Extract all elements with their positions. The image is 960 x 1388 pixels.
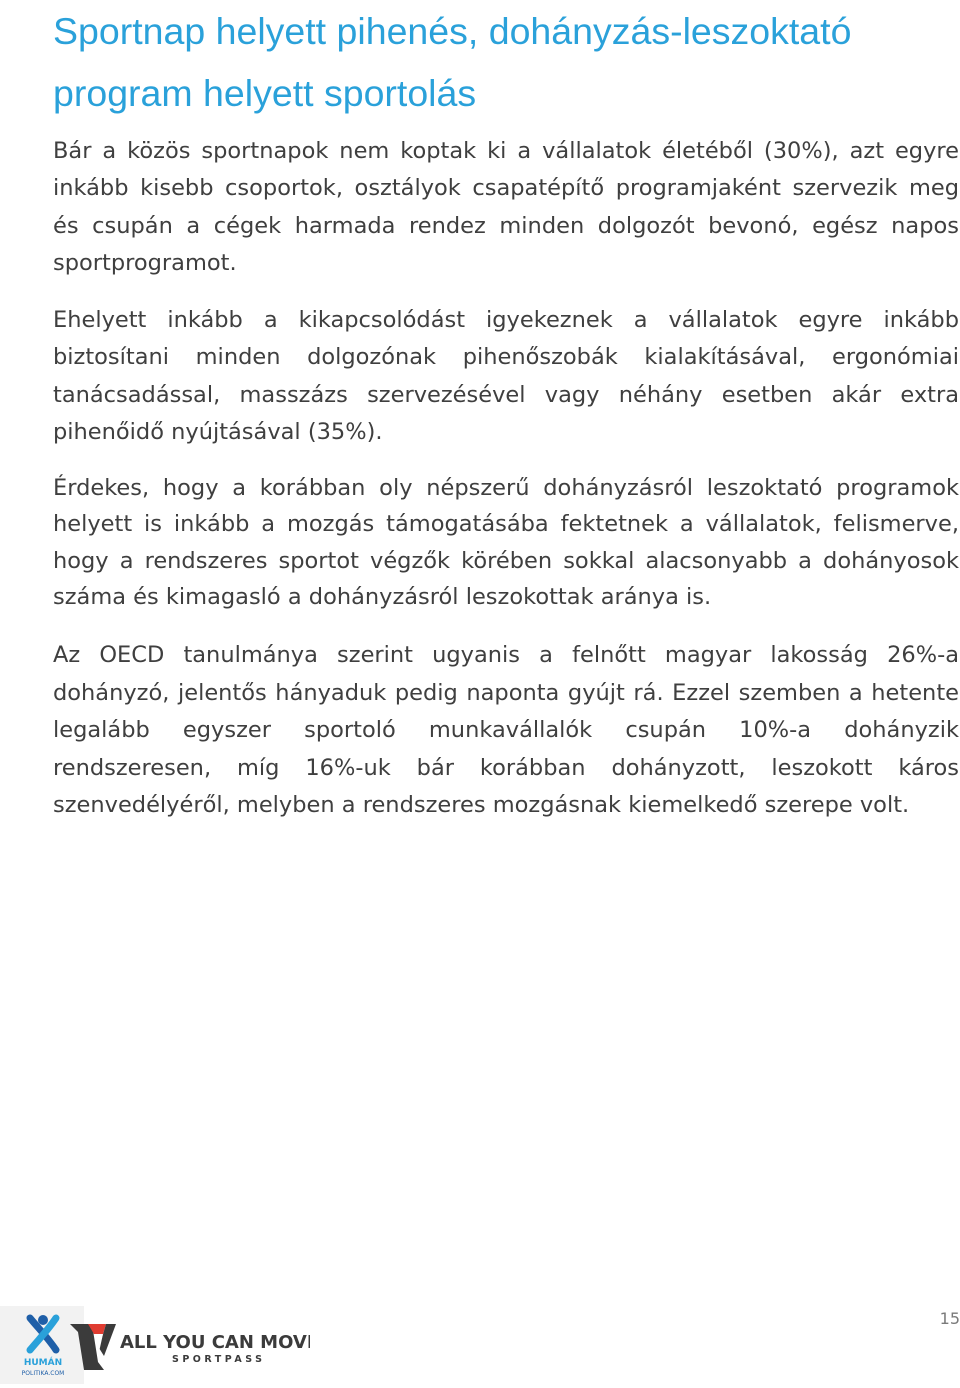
paragraph-kikapcsolodas: Ehelyett inkább a kikapcsolódást igyekeznek a vállalatok egyre inkább biztosítani minden dolgozónak pihenőszobák kialakításával, ergonómiai tanácsadással, masszázs szervezésével vagy néhány esetben akár extra pihenőidő nyújtásával (35%). xyxy=(53,307,959,445)
footer-logo-graphic xyxy=(0,1300,310,1384)
humanpolitika-logo-line2: POLITIKA.COM xyxy=(21,1370,65,1377)
page-title: Sportnap helyett pihenés, dohányzás-leszoktató program helyett sportolás xyxy=(53,10,852,114)
allyoucanmove-logo-sub: SPORTPASS xyxy=(172,1354,266,1365)
footer-logos xyxy=(0,1300,310,1384)
paragraph-dohanyzas: Érdekes, hogy a korábban oly népszerű dohányzásról leszoktató programok helyett is inkább a mozgás támogatásába fektetnek a vállalatok, felismerve, hogy a rendszeres sportot végzők körében sokkal alacsonyabb a dohányosok száma és kimagasló a dohányzásról leszokottak aránya is. xyxy=(53,475,959,610)
allyoucanmove-logo-main: ALL YOU CAN MOVE xyxy=(120,1332,310,1353)
paragraph-sportnap: Bár a közös sportnapok nem koptak ki a vállalatok életéből (30%), azt egyre inkább kisebb csoportok, osztályok csapatépítő programjaként szervezik meg és csupán a cégek harmada rendez minden dolgozót bevonó, egész napos sportprogramot. xyxy=(53,138,959,276)
humanpolitika-logo-line1: HUMÁN xyxy=(23,1358,63,1368)
paragraph-oecd: Az OECD tanulmánya szerint ugyanis a felnőtt magyar lakosság 26%-a dohányzó, jelentős hányaduk pedig naponta gyújt rá. Ezzel szemben a hetente legalább egyszer sportoló munkavállalók csupán 10%-a dohányzik rendszeresen, míg 16%-uk bár korábban dohányzott, leszokott káros szenvedélyéről, melyben a rendszeres mozgásnak kiemelkedő szerepe volt. xyxy=(53,642,959,818)
page-number: 15 xyxy=(939,1309,960,1328)
